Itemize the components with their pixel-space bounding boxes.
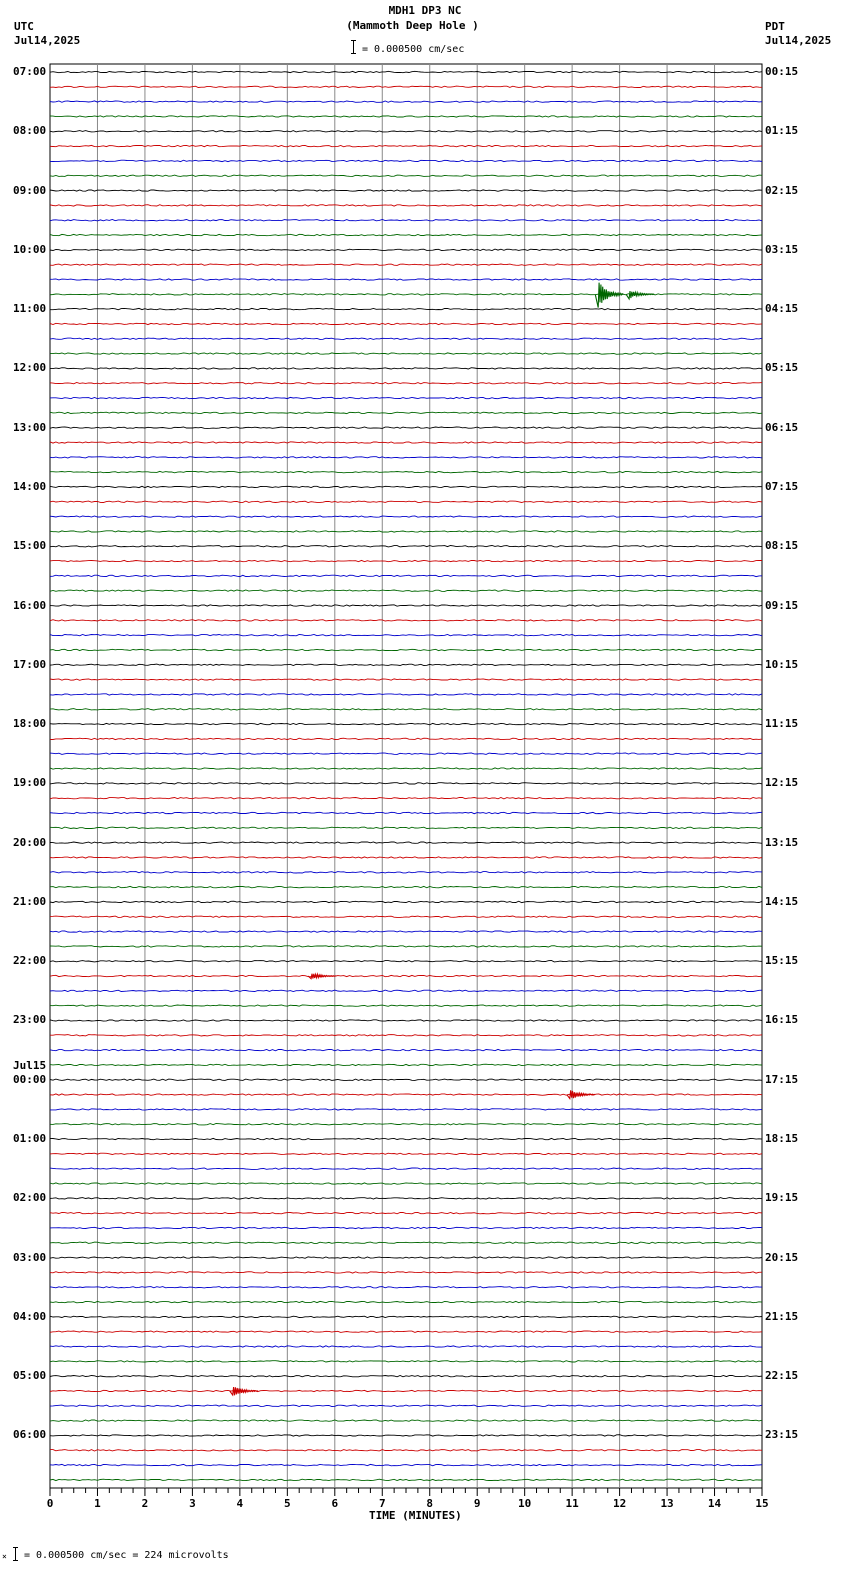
seismic-trace — [50, 635, 762, 636]
seismic-trace — [50, 709, 762, 710]
utc-hour-label: 04:00 — [13, 1309, 47, 1323]
seismic-trace — [50, 1450, 762, 1451]
pdt-hour-label: 03:15 — [765, 242, 799, 256]
seismic-trace — [50, 1138, 762, 1139]
x-tick-label: 5 — [284, 1497, 291, 1510]
seismic-trace — [50, 427, 762, 428]
seismic-trace — [50, 1153, 762, 1154]
seismic-trace — [50, 990, 762, 991]
pdt-hour-label: 02:15 — [765, 183, 799, 197]
seismic-trace — [50, 368, 762, 369]
seismic-trace — [50, 1005, 762, 1006]
x-tick-label: 8 — [426, 1497, 434, 1510]
utc-hour-label: 08:00 — [13, 124, 47, 138]
seismic-trace — [50, 1035, 762, 1036]
seismic-trace — [50, 1109, 762, 1110]
x-tick-label: 2 — [141, 1497, 149, 1510]
seismic-trace — [50, 1079, 762, 1080]
seismic-trace — [50, 916, 762, 917]
utc-hour-label: 17:00 — [13, 657, 47, 671]
pdt-hour-label: 11:15 — [765, 717, 799, 731]
seismic-trace — [50, 753, 762, 754]
pdt-hour-label: 07:15 — [765, 479, 799, 493]
seismic-trace — [50, 664, 762, 665]
utc-hour-label: 07:00 — [13, 65, 47, 78]
pdt-hour-label: 12:15 — [765, 776, 799, 790]
seismic-trace — [50, 886, 762, 887]
pdt-hour-label: 09:15 — [765, 598, 799, 612]
seismic-trace — [50, 961, 762, 962]
utc-hour-label: 12:00 — [13, 361, 47, 375]
seismic-trace — [50, 1346, 762, 1347]
seismic-trace — [50, 1301, 762, 1302]
seismic-trace — [50, 1405, 762, 1406]
seismic-trace — [50, 1257, 762, 1258]
seismic-trace — [50, 190, 762, 191]
seismic-trace — [50, 1479, 762, 1480]
seismic-trace — [50, 1049, 762, 1050]
seismic-trace — [50, 1390, 762, 1391]
seismic-trace — [50, 397, 762, 398]
x-tick-label: 1 — [94, 1497, 101, 1510]
pdt-hour-label: 05:15 — [765, 361, 799, 375]
pdt-hour-label: 06:15 — [765, 420, 799, 434]
x-tick-label: 10 — [518, 1497, 532, 1510]
seismic-trace — [50, 857, 762, 858]
pdt-hour-label: 00:15 — [765, 65, 799, 78]
pdt-hour-label: 17:15 — [765, 1072, 799, 1086]
utc-hour-label: 22:00 — [13, 954, 47, 968]
seismic-trace — [50, 723, 762, 724]
seismic-trace — [50, 575, 762, 576]
utc-hour-label: 03:00 — [13, 1250, 47, 1264]
utc-hour-label: 10:00 — [13, 242, 47, 256]
x-tick-label: 6 — [331, 1497, 339, 1510]
seismic-trace — [50, 116, 762, 117]
seismic-trace — [50, 457, 762, 458]
utc-hour-label: 15:00 — [13, 539, 47, 553]
seismic-trace — [50, 901, 762, 902]
seismic-trace — [50, 590, 762, 591]
utc-hour-label: 21:00 — [13, 894, 47, 908]
utc-hour-label: 06:00 — [13, 1428, 47, 1442]
seismic-trace — [50, 931, 762, 932]
seismic-trace — [50, 442, 762, 443]
seismic-trace — [50, 160, 762, 161]
pdt-hour-label: 04:15 — [765, 302, 799, 316]
seismic-trace — [50, 560, 762, 561]
seismic-trace — [50, 1376, 762, 1377]
seismic-trace — [50, 679, 762, 680]
x-tick-label: 0 — [46, 1497, 54, 1510]
right-timezone: PDT — [765, 20, 785, 33]
seismic-trace — [50, 86, 762, 87]
seismic-trace — [50, 1316, 762, 1317]
seismic-trace — [50, 516, 762, 517]
seismic-trace — [50, 1198, 762, 1199]
station-title: MDH1 DP3 NC — [388, 4, 462, 17]
seismic-trace — [50, 471, 762, 472]
utc-hour-label: 00:00 — [13, 1072, 47, 1086]
seismic-event — [626, 291, 654, 299]
seismic-trace — [50, 1435, 762, 1436]
seismic-trace — [50, 1331, 762, 1332]
seismic-trace — [50, 131, 762, 132]
pdt-hour-label: 08:15 — [765, 539, 799, 553]
plot-frame — [50, 64, 762, 1488]
seismic-trace — [50, 383, 762, 384]
utc-hour-label: 01:00 — [13, 1132, 47, 1146]
pdt-hour-label: 18:15 — [765, 1132, 799, 1146]
seismic-trace — [50, 768, 762, 769]
utc-hour-label: 16:00 — [13, 598, 47, 612]
seismic-trace — [50, 101, 762, 102]
x-tick-label: 15 — [755, 1497, 769, 1510]
pdt-hour-label: 20:15 — [765, 1250, 799, 1264]
seismic-trace — [50, 1020, 762, 1021]
x-tick-label: 3 — [189, 1497, 196, 1510]
seismic-trace — [50, 738, 762, 739]
utc-hour-label: 18:00 — [13, 717, 47, 731]
utc-hour-label: 09:00 — [13, 183, 47, 197]
utc-hour-label: 19:00 — [13, 776, 47, 790]
seismic-trace — [50, 1242, 762, 1243]
scale-text: = 0.000500 cm/sec — [362, 44, 465, 55]
seismic-trace — [50, 842, 762, 843]
seismic-trace — [50, 249, 762, 250]
seismic-trace — [50, 308, 762, 309]
pdt-hour-label: 23:15 — [765, 1428, 799, 1442]
seismic-trace — [50, 501, 762, 502]
x-tick-label: 9 — [473, 1497, 481, 1510]
seismic-trace — [50, 1272, 762, 1273]
utc-hour-label: 23:00 — [13, 1013, 47, 1027]
seismic-trace — [50, 649, 762, 650]
footer-scale-text: = 0.000500 cm/sec = 224 microvolts — [24, 1550, 229, 1561]
seismic-trace — [50, 1361, 762, 1362]
seismic-trace — [50, 205, 762, 206]
x-tick-label: 12 — [612, 1497, 627, 1510]
seismic-trace — [50, 1183, 762, 1184]
seismic-trace — [50, 812, 762, 813]
seismic-trace — [50, 279, 762, 280]
seismic-trace — [50, 264, 762, 265]
x-tick-label: 13 — [660, 1497, 674, 1510]
utc-hour-label: 05:00 — [13, 1369, 47, 1383]
x-tick-label: 11 — [565, 1497, 579, 1510]
seismic-trace — [50, 531, 762, 532]
seismic-trace — [50, 294, 762, 295]
x-tick-label: 4 — [236, 1497, 244, 1510]
seismic-trace — [50, 234, 762, 235]
pdt-hour-label: 13:15 — [765, 835, 799, 849]
utc-hour-label: 02:00 — [13, 1191, 47, 1205]
seismic-trace — [50, 486, 762, 487]
x-tick-label: 7 — [378, 1497, 386, 1510]
station-location: (Mammoth Deep Hole ) — [346, 19, 479, 32]
seismic-trace — [50, 1464, 762, 1465]
seismic-trace — [50, 1064, 762, 1065]
seismic-trace — [50, 175, 762, 176]
seismic-event — [308, 974, 336, 979]
seismic-trace — [50, 71, 762, 72]
seismic-trace — [50, 220, 762, 221]
utc-hour-label: 13:00 — [13, 420, 47, 434]
seismic-trace — [50, 1287, 762, 1288]
seismic-trace — [50, 783, 762, 784]
seismic-trace — [50, 946, 762, 947]
right-date: Jul14,2025 — [765, 34, 832, 47]
pdt-hour-label: 10:15 — [765, 657, 799, 671]
x-axis-label: TIME (MINUTES) — [369, 1509, 462, 1522]
x-tick-label: 14 — [707, 1497, 722, 1510]
left-timezone: UTC — [14, 20, 34, 33]
seismic-trace — [50, 1227, 762, 1228]
seismic-trace — [50, 1168, 762, 1169]
seismic-trace — [50, 546, 762, 547]
pdt-hour-label: 16:15 — [765, 1013, 799, 1027]
pdt-hour-label: 19:15 — [765, 1191, 799, 1205]
svg-text:×: × — [2, 1552, 7, 1561]
seismic-trace — [50, 620, 762, 621]
seismic-trace — [50, 975, 762, 976]
utc-date-change-label: Jul15 — [13, 1058, 47, 1072]
seismic-trace — [50, 323, 762, 324]
footer-scale-icon — [2, 1546, 20, 1562]
pdt-hour-label: 21:15 — [765, 1309, 799, 1323]
utc-hour-label: 20:00 — [13, 835, 47, 849]
pdt-hour-label: 01:15 — [765, 124, 799, 138]
seismic-trace — [50, 1094, 762, 1095]
pdt-hour-label: 14:15 — [765, 894, 799, 908]
pdt-hour-label: 15:15 — [765, 954, 799, 968]
seismic-trace — [50, 338, 762, 339]
seismic-event — [230, 1387, 258, 1395]
seismic-trace — [50, 353, 762, 354]
seismic-trace — [50, 827, 762, 828]
left-date: Jul14,2025 — [14, 34, 81, 47]
utc-hour-label: 14:00 — [13, 479, 47, 493]
seismic-trace — [50, 1212, 762, 1213]
seismic-trace — [50, 412, 762, 413]
seismic-trace — [50, 694, 762, 695]
utc-hour-label: 11:00 — [13, 302, 47, 316]
seismic-trace — [50, 1124, 762, 1125]
seismic-trace — [50, 605, 762, 606]
seismic-event — [567, 1090, 595, 1098]
seismic-trace — [50, 872, 762, 873]
seismic-trace — [50, 798, 762, 799]
seismic-trace — [50, 145, 762, 146]
seismic-trace — [50, 1420, 762, 1421]
pdt-hour-label: 22:15 — [765, 1369, 799, 1383]
